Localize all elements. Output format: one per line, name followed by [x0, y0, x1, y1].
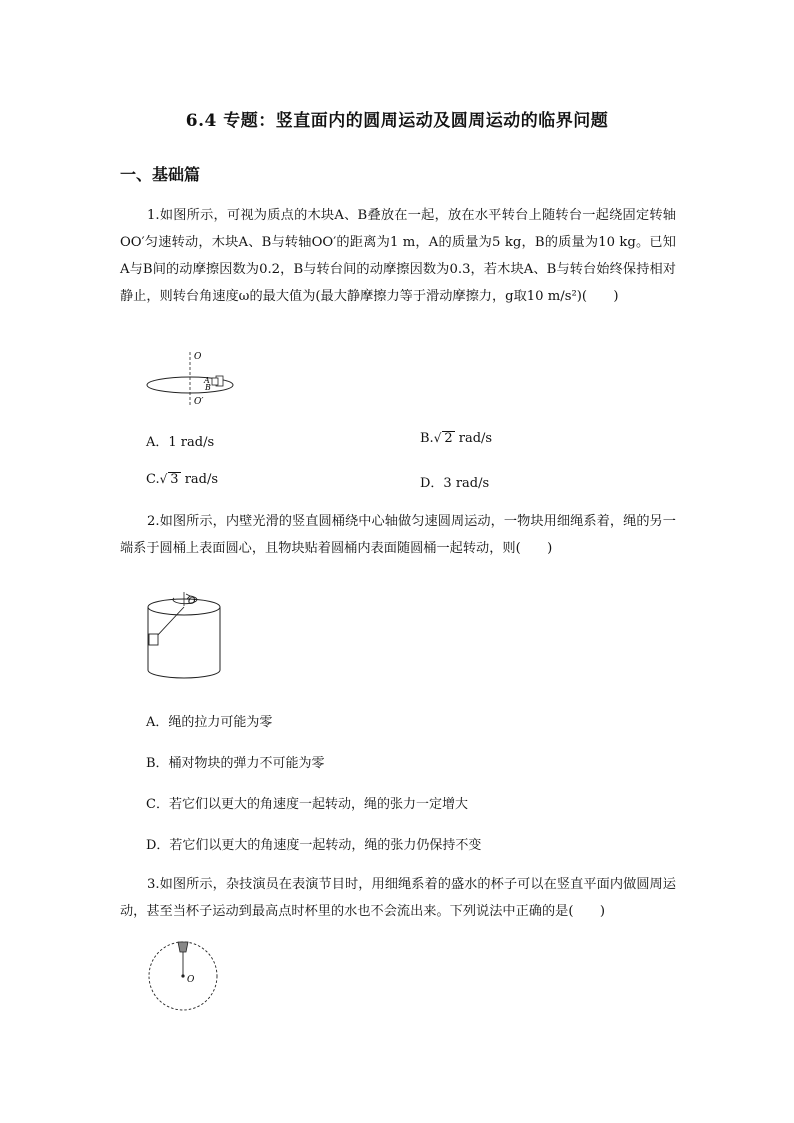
q1-option-c-root: 3: [170, 472, 179, 487]
block-b-label: B: [205, 383, 211, 392]
cylinder-figure: [146, 590, 228, 680]
page-title: 6.4 专题：竖直面内的圆周运动及圆周运动的临界问题: [185, 111, 609, 131]
q1-option-c-prefix: C.: [146, 472, 160, 487]
turntable-figure: [146, 348, 242, 408]
q2-option-b: B．桶对物块的弹力不可能为零: [146, 756, 325, 771]
question-3-text: 3.如图所示，杂技演员在表演节目时，用细绳系着的盛水的杯子可以在竖直平面内做圆周运动，甚至当杯子运动到最高点时杯里的水也不会流出来。下列说法中正确的是( ): [120, 877, 676, 919]
block-a-label: A: [204, 376, 210, 385]
section-heading: 一、基础篇: [120, 165, 201, 184]
q1-option-b: [420, 431, 492, 446]
axis-top-label: O: [194, 352, 202, 362]
q1-option-b-unit: rad/s: [454, 431, 493, 446]
center-o-label: O: [188, 597, 196, 607]
q1-option-c-unit: rad/s: [180, 472, 219, 487]
axis-bottom-label: O′: [194, 397, 204, 407]
q1-option-d: D．3 rad/s: [420, 476, 490, 491]
q2-option-d: D．若它们以更大的角速度一起转动，绳的张力仍保持不变: [146, 838, 482, 853]
q1-option-b-root: 2: [444, 431, 453, 446]
q2-option-c: C．若它们以更大的角速度一起转动，绳的张力一定增大: [146, 797, 468, 812]
q1-option-b-prefix: B.: [420, 431, 434, 446]
vertical-circle-figure: [146, 938, 230, 1016]
q2-option-a: A．绳的拉力可能为零: [146, 715, 273, 730]
circle-center-label: O: [187, 975, 195, 985]
question-2-text: 2.如图所示，内壁光滑的竖直圆桶绕中心轴做匀速圆周运动，一物块用细绳系着，绳的另一端系于圆桶上表面圆心，且物块贴着圆桶内表面随圆桶一起转动，则( ): [120, 514, 676, 556]
question-1-text: 1.如图所示，可视为质点的木块A、B叠放在一起，放在水平转台上随转台一起绕固定转轴OO′匀速转动，木块A、B与转轴OO′的距离为1 m，A的质量为5 kg，B的质量为10 kg。已知A与B间的动摩擦因数为0.2，B与转台间的动摩擦因数为0.3，若木块A、B与转台始终保持相对静止，则转台角速度ω的最大值为(最大静摩擦力等于滑动摩擦力，g取10 m/s²)( ): [120, 208, 676, 304]
q1-option-a: A．1 rad/s: [146, 435, 215, 450]
sqrt-sign-icon: √: [159, 472, 168, 486]
q1-option-c: [146, 472, 218, 487]
sqrt-sign-icon: √: [433, 431, 442, 445]
